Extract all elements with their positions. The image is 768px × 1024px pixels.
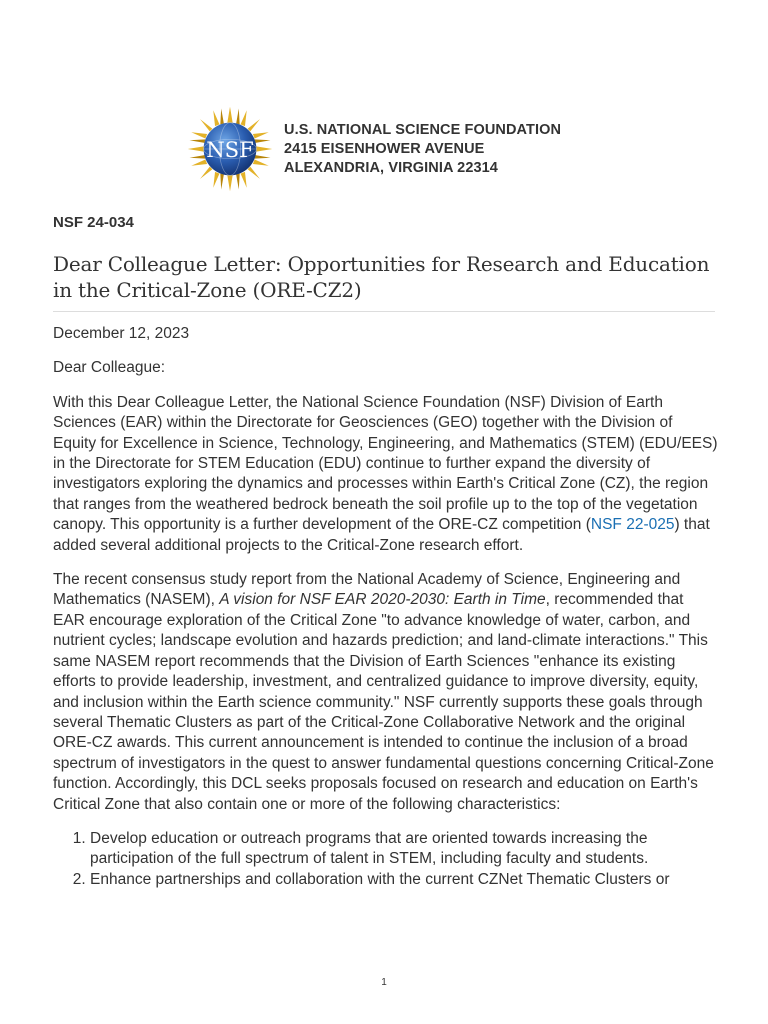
list-item: 2. Enhance partnerships and collaboration with the current CZNet Thematic Clusters or [90, 870, 718, 890]
nsf-22-025-link[interactable]: NSF 22-025 [590, 516, 675, 534]
paragraph-2-text-a: The recent consensus study report from the National Academy of Science, Engineering and Mathematics (NASEM), [53, 571, 681, 609]
nsf-logo [186, 105, 274, 193]
paragraph-2 [53, 570, 718, 815]
document-title: Dear Colleague Letter: Opportunities for Research and Education in the Critical-Zone (ORE-CZ2) [53, 252, 710, 302]
letter-date: December 12, 2023 [53, 325, 190, 342]
paragraph-1-text-a: With this Dear Colleague Letter, the National Science Foundation (NSF) Division of Earth Sciences (EAR) within the Directorate for Geosciences (GEO) together with the Division of Equity for Excellence in Science, Technology, Engineering, and Mathematics (STEM) (EDU/EES) in the Directorate for STEM Education (EDU) continue to further expand the diversity of investigators exploring the dynamics and processes within Earth's Critical Zone (CZ), the region that ranges from the weathered bedrock beneath the soil profile up to the top of the vegetation canopy. This opportunity is a further development of the ORE-CZ competition ( [53, 393, 718, 534]
paragraph-2-text-b: , recommended that EAR encourage exploration of the Critical Zone "to advance knowledge of water, carbon, and nutrient cycles; landscape evolution and hazards prediction; and land-climate interactions." This same NASEM report recommends that the Division of Earth Sciences "enhance its existing efforts to provide leadership, investment, and centralized guidance to improve diversity, equity, and inclusion within the Earth science community." NSF currently supports these goals through several Thematic Clusters as part of the Critical-Zone Collaborative Network and the original ORE-CZ awards. This current announcement is intended to continue the inclusion of a broad spectrum of investigators in the quest to answer fundamental questions concerning Critical-Zone function. Accordingly, this DCL seeks proposals focused on research and education on Earth's Critical Zone that also contain one or more of the following characteristics: [53, 591, 714, 813]
paragraph-1 [53, 393, 718, 556]
report-title: A vision for NSF EAR 2020-2030: Earth in Time [219, 591, 546, 609]
letter-body [53, 324, 718, 890]
address-block [284, 121, 561, 178]
letterhead [186, 105, 561, 193]
page-number: 1 [381, 977, 387, 988]
address-line-1: U.S. NATIONAL SCIENCE FOUNDATION [284, 121, 562, 138]
paragraph-1-text-b: ) that added several additional projects to the Critical-Zone research effort. [53, 516, 710, 554]
document-number: NSF 24-034 [53, 214, 134, 231]
title-divider [53, 311, 715, 312]
letter-salutation: Dear Colleague: [53, 359, 166, 377]
characteristics-list [53, 829, 718, 890]
list-item: 1. Develop education or outreach programs that are oriented towards increasing the participation of the full spectrum of talent in STEM, including faculty and students. [90, 829, 718, 870]
address-line-3: ALEXANDRIA, VIRGINIA 22314 [284, 159, 498, 176]
logo-text: NSF [206, 136, 254, 162]
address-line-2: 2415 EISENHOWER AVENUE [284, 140, 485, 157]
